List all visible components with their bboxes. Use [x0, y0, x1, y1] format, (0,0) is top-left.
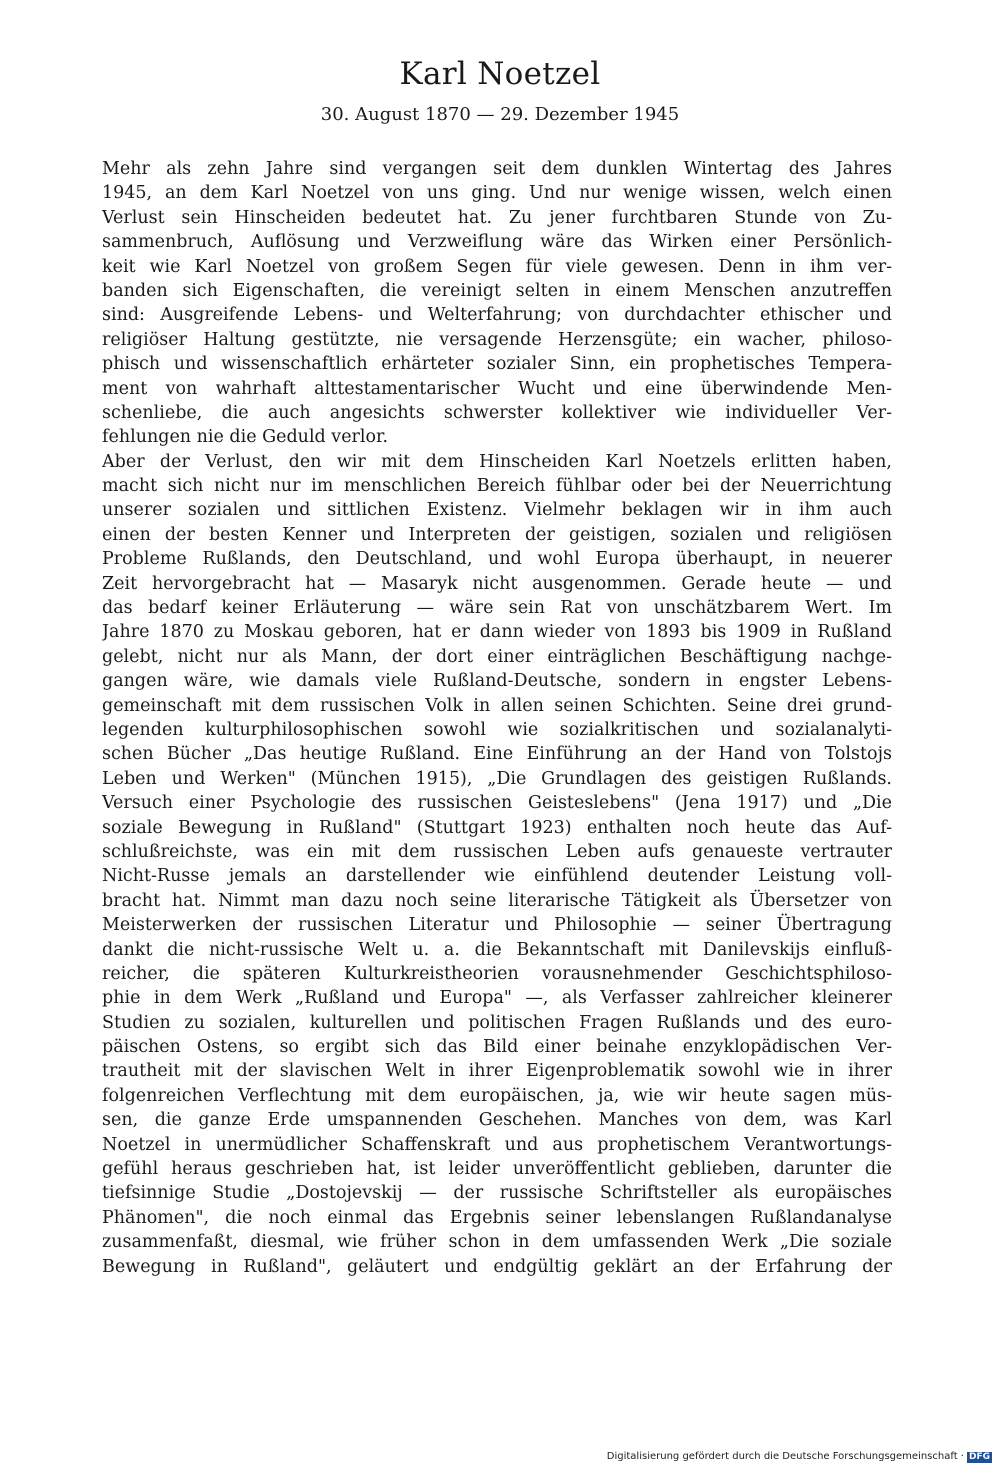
text-line: ment von wahrhaft alttestamentarischer Wucht und eine überwindende Men-: [102, 378, 892, 399]
text-line: das bedarf keiner Erläuterung — wäre sein Rat von unschätzbarem Wert. Im: [102, 598, 892, 619]
text-line: schen Bücher „Das heutige Rußland. Eine Einführung an der Hand von Tolstojs: [102, 744, 892, 765]
text-line: soziale Bewegung in Rußland" (Stuttgart 1923) enthalten noch heute das Auf-: [102, 817, 892, 838]
text-line: sen, die ganze Erde umspannenden Geschehen. Manches von dem, was Karl: [102, 1110, 892, 1131]
text-line: gemeinschaft mit dem russischen Volk in allen seinen Schichten. Seine drei grund-: [102, 695, 892, 716]
text-line: Zeit hervorgebracht hat — Masaryk nicht ausgenommen. Gerade heute — und: [102, 573, 892, 594]
text-line: trautheit mit der slavischen Welt in ihrer Eigenproblematik sowohl wie in ihrer: [102, 1061, 892, 1082]
text-line: keit wie Karl Noetzel von großem Segen für viele gewesen. Denn in ihm ver-: [102, 256, 892, 277]
text-line: 1945, an dem Karl Noetzel von uns ging. Und nur wenige wissen, welch einen: [102, 183, 892, 204]
text-line: Studien zu sozialen, kulturellen und politischen Fragen Rußlands und des euro-: [102, 1012, 892, 1033]
text-line: gangen wäre, wie damals viele Rußland-Deutsche, sondern in engster Lebens-: [102, 671, 892, 692]
text-line: Aber der Verlust, den wir mit dem Hinscheiden Karl Noetzels erlitten haben,: [102, 451, 892, 472]
text-line: macht sich nicht nur im menschlichen Bereich fühlbar oder bei der Neuerrichtung: [102, 476, 892, 497]
text-line: phisch und wissenschaftlich erhärteter sozialer Sinn, ein prophetisches Tempera-: [102, 354, 892, 375]
text-line: Noetzel in unermüdlicher Schaffenskraft und aus prophetischem Verantwortungs-: [102, 1134, 892, 1155]
body-text: [102, 157, 892, 1279]
text-line: folgenreichen Verflechtung mit dem europäischen, ja, wie wir heute sagen müs-: [102, 1085, 892, 1106]
page-title: Karl Noetzel: [399, 56, 601, 92]
text-line: Versuch einer Psychologie des russischen Geisteslebens" (Jena 1917) und „Die: [102, 793, 892, 814]
dfg-logo: DFG: [968, 1451, 990, 1462]
footer-credit: [607, 1451, 992, 1463]
text-line: päischen Ostens, so ergibt sich das Bild einer beinahe enzyklopädischen Ver-: [102, 1037, 892, 1058]
text-line: schenliebe, die auch angesichts schwerster kollektiver wie individueller Ver-: [102, 402, 892, 423]
text-line: Bewegung in Rußland", geläutert und endgültig geklärt an der Erfahrung der: [102, 1256, 892, 1277]
text-line: Jahre 1870 zu Moskau geboren, hat er dann wieder von 1893 bis 1909 in Rußland: [102, 622, 892, 643]
text-line: gelebt, nicht nur als Mann, der dort einer einträglichen Beschäftigung nachge-: [102, 646, 892, 667]
text-line: Phänomen", die noch einmal das Ergebnis seiner lebenslangen Rußlandanalyse: [102, 1207, 892, 1228]
text-line: Verlust sein Hinscheiden bedeutet hat. Zu jener furchtbaren Stunde von Zu-: [102, 207, 892, 228]
text-line: banden sich Eigenschaften, die vereinigt selten in einem Menschen anzutreffen: [102, 280, 892, 301]
footer-credit-text: Digitalisierung gefördert durch die Deutsche Forschungsgemeinschaft ·: [606, 1451, 964, 1462]
text-line: zusammenfaßt, diesmal, wie früher schon in dem umfassenden Werk „Die soziale: [102, 1232, 892, 1253]
text-line: einen der besten Kenner und Interpreten der geistigen, sozialen und religiösen: [102, 524, 892, 545]
text-line: phie in dem Werk „Rußland und Europa" —, als Verfasser zahlreicher kleinerer: [102, 988, 892, 1009]
text-line: dankt die nicht-russische Welt u. a. die Bekanntschaft mit Danilevskijs einfluß-: [102, 939, 892, 960]
text-line: tiefsinnige Studie „Dostojevskij — der russische Schriftsteller als europäisches: [102, 1183, 892, 1204]
text-line: Probleme Rußlands, den Deutschland, und wohl Europa überhaupt, in neuerer: [102, 549, 892, 570]
text-line: reicher, die späteren Kulturkreistheorien vorausnehmender Geschichtsphiloso-: [102, 963, 892, 984]
text-line: Meisterwerken der russischen Literatur und Philosophie — seiner Übertragung: [102, 915, 892, 936]
text-line: legenden kulturphilosophischen sowohl wie sozialkritischen und sozialanalyti-: [102, 719, 892, 740]
text-line: Mehr als zehn Jahre sind vergangen seit dem dunklen Wintertag des Jahres: [102, 159, 892, 179]
text-line: schlußreichste, was ein mit dem russischen Leben aufs genaueste vertrauter: [102, 841, 892, 862]
text-line: Leben und Werken" (München 1915), „Die Grundlagen des geistigen Rußlands.: [102, 768, 892, 789]
text-line: gefühl heraus geschrieben hat, ist leider unveröffentlicht geblieben, darunter die: [102, 1159, 892, 1180]
text-line: religiöser Haltung gestützte, nie versagende Herzensgüte; ein wacher, philoso-: [102, 329, 892, 350]
life-dates: 30. August 1870 — 29. Dezember 1945: [320, 104, 680, 125]
text-line: sammenbruch, Auflösung und Verzweiflung wäre das Wirken einer Persönlich-: [102, 232, 892, 253]
text-line: fehlungen nie die Geduld verlor.: [102, 427, 389, 448]
text-line: sind: Ausgreifende Lebens- und Welterfahrung; von durchdachter ethischer und: [102, 305, 892, 326]
text-line: bracht hat. Nimmt man dazu noch seine literarische Tätigkeit als Übersetzer von: [102, 890, 892, 911]
text-line: unserer sozialen und sittlichen Existenz. Vielmehr beklagen wir in ihm auch: [102, 500, 892, 521]
text-line: Nicht-Russe jemals an darstellender wie einfühlend deutender Leistung voll-: [102, 866, 892, 887]
